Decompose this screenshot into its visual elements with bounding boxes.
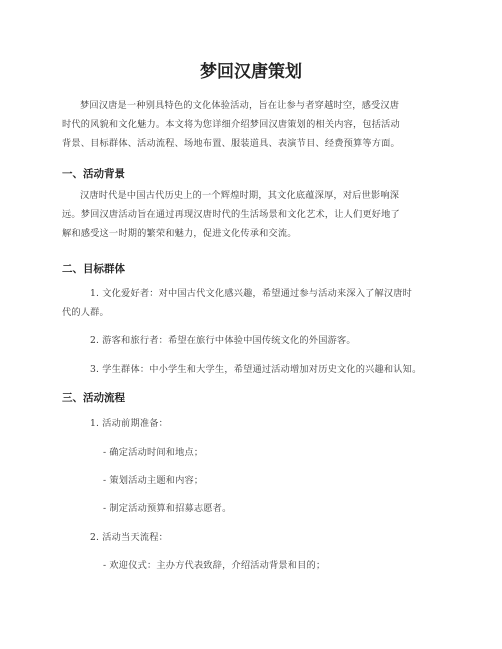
activity-flow-subitem: - 策划活动主题和内容；: [103, 475, 204, 486]
intro-line: 时代的风貌和文化魅力。本文将为您详细介绍梦回汉唐策划的相关内容，包括活动: [62, 119, 400, 130]
activity-flow-item: 1. 活动前期准备：: [90, 418, 168, 429]
section-heading-target-group: 二、目标群体: [62, 263, 125, 275]
target-group-item: 2. 游客和旅行者：希望在旅行中体验中国传统文化的外国游客。: [90, 335, 356, 346]
target-group-item: 3. 学生群体：中小学生和大学生，希望通过活动增加对历史文化的兴趣和认知。: [90, 364, 422, 375]
section-heading-activity-flow: 三、活动流程: [62, 392, 125, 404]
background-line: 远。梦回汉唐活动旨在通过再现汉唐时代的生活场景和文化艺术，让人们更好地了: [62, 209, 400, 220]
intro-line: 背景、目标群体、活动流程、场地布置、服装道具、表演节目、经费预算等方面。: [62, 138, 400, 149]
activity-flow-subitem: - 确定活动时间和地点；: [103, 447, 204, 458]
activity-flow-item: 2. 活动当天流程：: [90, 532, 168, 543]
intro-line: 梦回汉唐是一种别具特色的文化体验活动，旨在让参与者穿越时空，感受汉唐: [80, 100, 400, 111]
target-group-item: 1. 文化爱好者：对中国古代文化感兴趣，希望通过参与活动来深入了解汉唐时: [90, 288, 413, 299]
background-line: 解和感受这一时期的繁荣和魅力，促进文化传承和交流。: [62, 228, 297, 239]
target-group-item-continuation: 代的人群。: [62, 307, 109, 318]
intro-paragraph: [62, 96, 442, 153]
document-title: 梦回汉唐策划: [200, 62, 302, 82]
background-paragraph: [62, 186, 442, 243]
background-line: 汉唐时代是中国古代历史上的一个辉煌时期，其文化底蕴深厚，对后世影响深: [80, 190, 400, 201]
section-heading-background: 一、活动背景: [62, 168, 125, 180]
activity-flow-subitem: - 欢迎仪式：主办方代表致辞，介绍活动背景和目的；: [103, 560, 326, 571]
activity-flow-subitem: - 制定活动预算和招募志愿者。: [103, 503, 232, 514]
